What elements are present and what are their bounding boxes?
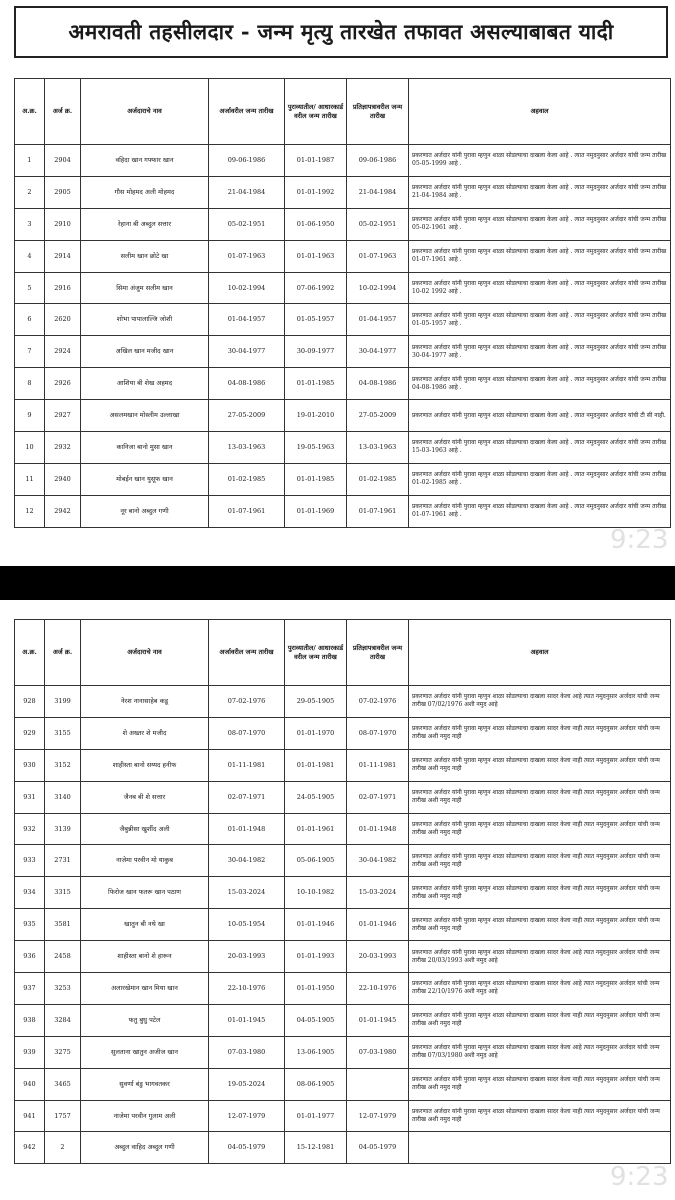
table-row xyxy=(15,1100,671,1132)
cell-dob-application: 01-04-1957 xyxy=(209,304,285,336)
watermark-time: 9:23 xyxy=(610,1162,669,1192)
cell-report: प्रकरणात अर्जदार यांनी पुरावा म्हणुन शाळा सोडल्याचा दाखला केला आहे . त्यात नमुदनुसार अर्जदार यांची जन्म तारीख 10-02 1992 आहे . xyxy=(409,272,671,304)
cell-report: प्रकरणात अर्जदार यांनी पुरावा म्हणुन शाळा सोडल्याचा दाखला केला आहे . त्यात नमुदनुसार अर्जदार यांची जन्म तारीख 15-03-1963 आहे . xyxy=(409,432,671,464)
table-row xyxy=(15,1036,671,1068)
cell-report: प्रकरणात अर्जदार यांनी पुरावा म्हणुन शाळा सोडल्याचा दाखला सादर केला आहे त्यात नमुदनुसार अर्जदार यांची जन्म तारीख 22/10/1976 अशी नमुद आहे xyxy=(409,973,671,1005)
cell-report: प्रकरणात अर्जदार यांनी पुरावा म्हणुन शाळा सोडल्याचा दाखला केला आहे . त्यात नमुदनुसार अर्जदार यांची जन्म तारीख 04-08-1986 आहे . xyxy=(409,368,671,400)
cell-name: कानिजा बानो मुसा खान xyxy=(81,432,209,464)
table-row xyxy=(15,272,671,304)
cell-app-no: 2932 xyxy=(45,432,81,464)
cell-dob-proof: 15-12-1981 xyxy=(285,1132,347,1164)
table-row xyxy=(15,400,671,432)
table-row xyxy=(15,1132,671,1164)
cell-sr: 938 xyxy=(15,1004,45,1036)
cell-app-no: 3139 xyxy=(45,813,81,845)
cell-report: प्रकरणात अर्जदार यांनी पुरावा म्हणुन शाळा सोडल्याचा दाखला सादर केला नाही त्यात नमुदनुसार अर्जदार यांची जन्म तारीख अशी नमुद नाही xyxy=(409,845,671,877)
cell-app-no: 3465 xyxy=(45,1068,81,1100)
cell-dob-proof: 01-01-1969 xyxy=(285,495,347,527)
table-header-row xyxy=(15,620,671,686)
cell-app-no: 2942 xyxy=(45,495,81,527)
cell-dob-affidavit: 01-01-1946 xyxy=(347,909,409,941)
cell-dob-application: 21-04-1984 xyxy=(209,176,285,208)
cell-dob-affidavit: 07-03-1980 xyxy=(347,1036,409,1068)
table-row xyxy=(15,176,671,208)
cell-sr: 941 xyxy=(15,1100,45,1132)
cell-name: फतु बुधु पटेल xyxy=(81,1004,209,1036)
cell-dob-application: 08-07-1970 xyxy=(209,717,285,749)
table-row xyxy=(15,686,671,718)
cell-dob-proof: 01-01-1946 xyxy=(285,909,347,941)
cell-dob-affidavit: 01-11-1981 xyxy=(347,749,409,781)
cell-dob-proof: 01-01-1985 xyxy=(285,368,347,400)
cell-dob-proof: 01-01-1977 xyxy=(285,1100,347,1132)
cell-sr: 937 xyxy=(15,973,45,1005)
table-row xyxy=(15,1068,671,1100)
cell-sr: 2 xyxy=(15,176,45,208)
cell-dob-application: 09-06-1986 xyxy=(209,145,285,177)
cell-name: आशिया बी शेख अहमद xyxy=(81,368,209,400)
cell-dob-affidavit: 13-03-1963 xyxy=(347,432,409,464)
cell-name: शाहीस्ता बानो सय्यद हनीफ xyxy=(81,749,209,781)
cell-name: शे अख्तर शे मजीद xyxy=(81,717,209,749)
cell-dob-affidavit: 30-04-1982 xyxy=(347,845,409,877)
table-row xyxy=(15,813,671,845)
cell-dob-affidavit: 01-07-1963 xyxy=(347,240,409,272)
cell-app-no: 1757 xyxy=(45,1100,81,1132)
cell-dob-affidavit xyxy=(347,1068,409,1100)
cell-name: वहिदा खान गफ्फार खान xyxy=(81,145,209,177)
cell-dob-proof: 01-05-1957 xyxy=(285,304,347,336)
cell-dob-application: 30-04-1977 xyxy=(209,336,285,368)
table-row xyxy=(15,781,671,813)
cell-report: प्रकरणात अर्जदार यांनी पुरावा म्हणुन शाळा सोडल्याचा दाखला सादर केला नाही त्यात नमुदनुसार अर्जदार यांची जन्म तारीख अशी नमुद नाही xyxy=(409,909,671,941)
cell-dob-affidavit: 05-02-1951 xyxy=(347,208,409,240)
col-header-dob-proof: पुराव्यातील/ आधारकार्ड वरील जन्म तारीख xyxy=(285,79,347,145)
cell-dob-application: 13-03-1963 xyxy=(209,432,285,464)
table-row xyxy=(15,208,671,240)
cell-app-no: 2927 xyxy=(45,400,81,432)
cell-name: रेहाना बी अब्दुल सत्तार xyxy=(81,208,209,240)
cell-dob-application: 30-04-1982 xyxy=(209,845,285,877)
cell-report: प्रकरणात अर्जदार यांनी पुरावा म्हणुन शाळा सोडल्याचा दाखला सादर केला नाही त्यात नमुदनुसार अर्जदार यांची जन्म तारीख अशी नमुद नाही xyxy=(409,749,671,781)
table-row xyxy=(15,368,671,400)
cell-name: अब्दुल वाहिद अब्दुल गणी xyxy=(81,1132,209,1164)
cell-dob-application: 04-08-1986 xyxy=(209,368,285,400)
cell-dob-proof: 19-05-1963 xyxy=(285,432,347,464)
cell-app-no: 2905 xyxy=(45,176,81,208)
cell-dob-affidavit: 01-01-1945 xyxy=(347,1004,409,1036)
col-header-dob-proof: पुराव्यातील/ आधारकार्ड वरील जन्म तारीख xyxy=(285,620,347,686)
cell-dob-affidavit: 01-07-1961 xyxy=(347,495,409,527)
cell-report: प्रकरणात अर्जदार यांनी पुरावा म्हणुन शाळा सोडल्याचा दाखला केला आहे . त्यात नमुदनुसार अर्जदार यांची टी सी नाही. xyxy=(409,400,671,432)
cell-dob-proof: 01-01-1981 xyxy=(285,749,347,781)
table-row xyxy=(15,749,671,781)
cell-app-no: 2 xyxy=(45,1132,81,1164)
cell-app-no: 3315 xyxy=(45,877,81,909)
cell-report: प्रकरणात अर्जदार यांनी पुरावा म्हणुन शाळा सोडल्याचा दाखला सादर केला नाही त्यात नमुदनुसार अर्जदार यांची जन्म तारीख अशी नमुद नाही xyxy=(409,813,671,845)
cell-dob-application: 15-03-2024 xyxy=(209,877,285,909)
cell-sr: 928 xyxy=(15,686,45,718)
cell-dob-application: 01-01-1945 xyxy=(209,1004,285,1036)
cell-name: जैबुन्नीसा खुर्शीद अली xyxy=(81,813,209,845)
cell-dob-application: 12-07-1979 xyxy=(209,1100,285,1132)
cell-dob-application: 22-10-1976 xyxy=(209,973,285,1005)
table-body-2 xyxy=(15,686,671,1164)
table-row xyxy=(15,145,671,177)
cell-dob-proof: 08-06-1905 xyxy=(285,1068,347,1100)
cell-sr: 933 xyxy=(15,845,45,877)
cell-dob-proof: 24-05-1905 xyxy=(285,781,347,813)
cell-dob-proof: 29-05-1905 xyxy=(285,686,347,718)
cell-name: सुवर्णा बंडु भागवतकर xyxy=(81,1068,209,1100)
cell-dob-affidavit: 02-07-1971 xyxy=(347,781,409,813)
col-header-dob-application: अर्जावरील जन्म तारीख xyxy=(209,79,285,145)
cell-sr: 929 xyxy=(15,717,45,749)
table-header-row xyxy=(15,79,671,145)
col-header-report: अहवाल xyxy=(409,620,671,686)
cell-dob-affidavit: 09-06-1986 xyxy=(347,145,409,177)
cell-report: प्रकरणात अर्जदार यांनी पुरावा म्हणुन शाळा सोडल्याचा दाखला सादर केला नाही त्यात नमुदनुसार अर्जदार यांची जन्म तारीख अशी नमुद नाही xyxy=(409,877,671,909)
cell-sr: 11 xyxy=(15,463,45,495)
cell-dob-proof: 01-01-1950 xyxy=(285,973,347,1005)
cell-app-no: 2458 xyxy=(45,941,81,973)
cell-name: मोबईन खान युसूफ खान xyxy=(81,463,209,495)
cell-report: प्रकरणात अर्जदार यांनी पुरावा म्हणुन शाळा सोडल्याचा दाखला सादर केला नाही त्यात नमुदनुसार अर्जदार यांची जन्म तारीख अशी नमुद नाही xyxy=(409,1068,671,1100)
cell-dob-proof: 01-01-1992 xyxy=(285,176,347,208)
cell-report: प्रकरणात अर्जदार यांनी पुरावा म्हणुन शाळा सोडल्याचा दाखला सादर केला नाही त्यात नमुदनुसार अर्जदार यांची जन्म तारीख अशी नमुद नाही xyxy=(409,781,671,813)
cell-report: प्रकरणात अर्जदार यांनी पुरावा म्हणुन शाळा सोडल्याचा दाखला सादर केला नाही त्यात नमुदनुसार अर्जदार यांची जन्म तारीख अशी नमुद नाही xyxy=(409,1004,671,1036)
cell-name: शाहीस्ता बानो शे हारून xyxy=(81,941,209,973)
cell-dob-application: 02-07-1971 xyxy=(209,781,285,813)
cell-app-no: 3284 xyxy=(45,1004,81,1036)
cell-dob-proof: 13-06-1905 xyxy=(285,1036,347,1068)
records-table-1 xyxy=(14,78,671,528)
table-row xyxy=(15,495,671,527)
cell-sr: 939 xyxy=(15,1036,45,1068)
col-header-app-no: अर्ज क्र. xyxy=(45,620,81,686)
cell-app-no: 3199 xyxy=(45,686,81,718)
cell-report: प्रकरणात अर्जदार यांनी पुरावा म्हणुन शाळा सोडल्याचा दाखला केला आहे . त्यात नमुदनुसार अर्जदार यांची जन्म तारीख 30-04-1977 आहे . xyxy=(409,336,671,368)
cell-dob-affidavit: 01-01-1948 xyxy=(347,813,409,845)
col-header-name: अर्जदाराचे नाव xyxy=(81,620,209,686)
cell-dob-application: 10-05-1954 xyxy=(209,909,285,941)
cell-sr: 942 xyxy=(15,1132,45,1164)
col-header-dob-affidavit: प्रतिज्ञापत्रावरील जन्म तारीख xyxy=(347,79,409,145)
table-row xyxy=(15,717,671,749)
cell-dob-affidavit: 21-04-1984 xyxy=(347,176,409,208)
document-title-box xyxy=(14,6,668,58)
table-row xyxy=(15,845,671,877)
cell-name: अलारखेमान खान मिया खान xyxy=(81,973,209,1005)
screenshot-separator xyxy=(0,566,675,600)
cell-dob-proof: 04-05-1905 xyxy=(285,1004,347,1036)
cell-app-no: 3140 xyxy=(45,781,81,813)
cell-dob-application: 07-02-1976 xyxy=(209,686,285,718)
cell-sr: 12 xyxy=(15,495,45,527)
cell-name: नाजेमा परवीन गुलाम अली xyxy=(81,1100,209,1132)
cell-dob-application: 05-02-1951 xyxy=(209,208,285,240)
table-row xyxy=(15,336,671,368)
cell-sr: 3 xyxy=(15,208,45,240)
col-header-sr: अ.क्र. xyxy=(15,79,45,145)
cell-dob-application: 27-05-2009 xyxy=(209,400,285,432)
table-body-1 xyxy=(15,145,671,528)
cell-name: नूर बानो अब्दुल गणी xyxy=(81,495,209,527)
cell-sr: 934 xyxy=(15,877,45,909)
cell-app-no: 2910 xyxy=(45,208,81,240)
sheet-2 xyxy=(14,619,670,1164)
watermark-time: 9:23 xyxy=(610,525,669,555)
cell-name: शोभा पापालाल्जि जोशी xyxy=(81,304,209,336)
col-header-name: अर्जदाराचे नाव xyxy=(81,79,209,145)
cell-report: प्रकरणात अर्जदार यांनी पुरावा म्हणुन शाळा सोडल्याचा दाखला सादर केला आहे त्यात नमुदनुसार अर्जदार यांची जन्म तारीख 20/03/1993 अशी नमुद आहे xyxy=(409,941,671,973)
cell-dob-affidavit: 01-02-1985 xyxy=(347,463,409,495)
table-row xyxy=(15,463,671,495)
cell-report: प्रकरणात अर्जदार यांनी पुरावा म्हणुन शाळा सोडल्याचा दाखला केला आहे . त्यात नमुदनुसार अर्जदार यांची जन्म तारीख 01-07-1961 आहे . xyxy=(409,495,671,527)
cell-sr: 4 xyxy=(15,240,45,272)
cell-dob-proof: 19-01-2010 xyxy=(285,400,347,432)
cell-sr: 5 xyxy=(15,272,45,304)
cell-dob-affidavit: 30-04-1977 xyxy=(347,336,409,368)
cell-app-no: 2904 xyxy=(45,145,81,177)
cell-dob-affidavit: 15-03-2024 xyxy=(347,877,409,909)
cell-name: सुलताना खातुन अजीज खान xyxy=(81,1036,209,1068)
cell-dob-proof: 01-01-1970 xyxy=(285,717,347,749)
cell-dob-application: 07-03-1980 xyxy=(209,1036,285,1068)
cell-dob-application: 01-11-1981 xyxy=(209,749,285,781)
cell-dob-affidavit: 01-04-1957 xyxy=(347,304,409,336)
cell-dob-application: 20-03-1993 xyxy=(209,941,285,973)
cell-app-no: 3275 xyxy=(45,1036,81,1068)
cell-dob-affidavit: 04-08-1986 xyxy=(347,368,409,400)
col-header-sr: अ.क्र. xyxy=(15,620,45,686)
cell-dob-proof: 01-01-1987 xyxy=(285,145,347,177)
cell-dob-affidavit: 22-10-1976 xyxy=(347,973,409,1005)
cell-dob-affidavit: 12-07-1979 xyxy=(347,1100,409,1132)
sheet-1 xyxy=(14,78,670,528)
cell-dob-proof: 05-06-1905 xyxy=(285,845,347,877)
cell-sr: 8 xyxy=(15,368,45,400)
cell-dob-affidavit: 10-02-1994 xyxy=(347,272,409,304)
cell-sr: 10 xyxy=(15,432,45,464)
cell-app-no: 3155 xyxy=(45,717,81,749)
cell-dob-application: 10-02-1994 xyxy=(209,272,285,304)
cell-report: प्रकरणात अर्जदार यांनी पुरावा म्हणुन शाळा सोडल्याचा दाखला केला आहे . त्यात नमुदनुसार अर्जदार यांची जन्म तारीख 01-05-1957 आहे . xyxy=(409,304,671,336)
cell-name: फिरोज खान फतरू खान पठाण xyxy=(81,877,209,909)
cell-dob-affidavit: 07-02-1976 xyxy=(347,686,409,718)
cell-sr: 932 xyxy=(15,813,45,845)
cell-name: नेरश नानासाहेब कडू xyxy=(81,686,209,718)
cell-dob-application: 01-01-1948 xyxy=(209,813,285,845)
table-row xyxy=(15,973,671,1005)
cell-report: प्रकरणात अर्जदार यांनी पुरावा म्हणुन शाळा सोडल्याचा दाखला सादर केला नाही त्यात नमुदनुसार अर्जदार यांची जन्म तारीख अशी नमुद नाही xyxy=(409,1100,671,1132)
col-header-dob-affidavit: प्रतिज्ञापत्रावरील जन्म तारीख xyxy=(347,620,409,686)
cell-name: नाजेमा परवीन मो याकुब xyxy=(81,845,209,877)
cell-name: गौस मोहमद अली मोहमद xyxy=(81,176,209,208)
cell-sr: 940 xyxy=(15,1068,45,1100)
cell-sr: 9 xyxy=(15,400,45,432)
cell-app-no: 2926 xyxy=(45,368,81,400)
table-row xyxy=(15,909,671,941)
cell-app-no: 3152 xyxy=(45,749,81,781)
cell-dob-affidavit: 08-07-1970 xyxy=(347,717,409,749)
cell-dob-application: 01-07-1963 xyxy=(209,240,285,272)
col-header-dob-application: अर्जावरील जन्म तारीख xyxy=(209,620,285,686)
cell-app-no: 2940 xyxy=(45,463,81,495)
table-row xyxy=(15,304,671,336)
cell-dob-proof: 01-06-1950 xyxy=(285,208,347,240)
cell-report: प्रकरणात अर्जदार यांनी पुरावा म्हणुन शाळा सोडल्याचा दाखला केला आहे . त्यात नमुदनुसार अर्जदार यांची जन्म तारीख 05-05-1999 आहे . xyxy=(409,145,671,177)
cell-dob-application: 01-07-1961 xyxy=(209,495,285,527)
cell-dob-application: 04-05-1979 xyxy=(209,1132,285,1164)
cell-report: प्रकरणात अर्जदार यांनी पुरावा म्हणुन शाळा सोडल्याचा दाखला केला आहे . त्यात नमुदनुसार अर्जदार यांची जन्म तारीख 01-07-1961 आहे . xyxy=(409,240,671,272)
cell-sr: 1 xyxy=(15,145,45,177)
cell-name: खातुन बी नथे खा xyxy=(81,909,209,941)
col-header-report: अहवाल xyxy=(409,79,671,145)
cell-sr: 935 xyxy=(15,909,45,941)
document-title: अमरावती तहसीलदार - जन्म मृत्यु तारखेत तफावत असल्याबाबत यादी xyxy=(68,19,614,44)
cell-dob-proof: 10-10-1982 xyxy=(285,877,347,909)
cell-report: प्रकरणात अर्जदार यांनी पुरावा म्हणुन शाळा सोडल्याचा दाखला सादर केला नाही त्यात नमुदनुसार अर्जदार यांची जन्म तारीख अशी नमुद नाही xyxy=(409,717,671,749)
cell-dob-affidavit: 04-05-1979 xyxy=(347,1132,409,1164)
cell-dob-application: 01-02-1985 xyxy=(209,463,285,495)
cell-app-no: 2620 xyxy=(45,304,81,336)
cell-dob-proof: 07-06-1992 xyxy=(285,272,347,304)
cell-sr: 931 xyxy=(15,781,45,813)
cell-dob-proof: 01-01-1961 xyxy=(285,813,347,845)
cell-app-no: 2914 xyxy=(45,240,81,272)
cell-report xyxy=(409,1132,671,1164)
cell-report: प्रकरणात अर्जदार यांनी पुरावा म्हणुन शाळा सोडल्याचा दाखला सादर केला आहे त्यात नमुदनुसार अर्जदार यांची जन्म तारीख 07/02/1976 अशी नमुद आहे xyxy=(409,686,671,718)
cell-name: अखिल खान मजीद खान xyxy=(81,336,209,368)
cell-app-no: 2731 xyxy=(45,845,81,877)
col-header-app-no: अर्ज क्र. xyxy=(45,79,81,145)
cell-sr: 7 xyxy=(15,336,45,368)
cell-dob-application: 19-05-2024 xyxy=(209,1068,285,1100)
cell-name: सलीम खान छोटे खा xyxy=(81,240,209,272)
cell-name: जैनब बी शे सत्तार xyxy=(81,781,209,813)
cell-sr: 936 xyxy=(15,941,45,973)
cell-dob-proof: 30-09-1977 xyxy=(285,336,347,368)
table-row xyxy=(15,941,671,973)
cell-dob-proof: 01-01-1963 xyxy=(285,240,347,272)
cell-app-no: 2916 xyxy=(45,272,81,304)
cell-app-no: 2924 xyxy=(45,336,81,368)
table-row xyxy=(15,240,671,272)
cell-sr: 6 xyxy=(15,304,45,336)
cell-dob-proof: 01-01-1993 xyxy=(285,941,347,973)
table-row xyxy=(15,877,671,909)
cell-name: सिमा अंजुम सलीम खान xyxy=(81,272,209,304)
cell-report: प्रकरणात अर्जदार यांनी पुरावा म्हणुन शाळा सोडल्याचा दाखला केला आहे . त्यात नमुदनुसार अर्जदार यांची जन्म तारीख 05-02-1961 आहे . xyxy=(409,208,671,240)
cell-report: प्रकरणात अर्जदार यांनी पुरावा म्हणुन शाळा सोडल्याचा दाखला केला आहे . त्यात नमुदनुसार अर्जदार यांची जन्म तारीख 21-04-1984 आहे . xyxy=(409,176,671,208)
cell-dob-affidavit: 20-03-1993 xyxy=(347,941,409,973)
cell-name: असलमखान मोस्लीम उल्लाखा xyxy=(81,400,209,432)
table-row xyxy=(15,1004,671,1036)
table-row xyxy=(15,432,671,464)
cell-report: प्रकरणात अर्जदार यांनी पुरावा म्हणुन शाळा सोडल्याचा दाखला सादर केला आहे त्यात नमुदनुसार अर्जदार यांची जन्म तारीख 07/03/1980 अशी नमुद आहे xyxy=(409,1036,671,1068)
cell-report: प्रकरणात अर्जदार यांनी पुरावा म्हणुन शाळा सोडल्याचा दाखला केला आहे . त्यात नमुदनुसार अर्जदार यांची जन्म तारीख 01-02-1985 आहे . xyxy=(409,463,671,495)
cell-app-no: 3253 xyxy=(45,973,81,1005)
cell-app-no: 3581 xyxy=(45,909,81,941)
cell-dob-proof: 01-01-1985 xyxy=(285,463,347,495)
cell-dob-affidavit: 27-05-2009 xyxy=(347,400,409,432)
records-table-2 xyxy=(14,619,671,1164)
cell-sr: 930 xyxy=(15,749,45,781)
